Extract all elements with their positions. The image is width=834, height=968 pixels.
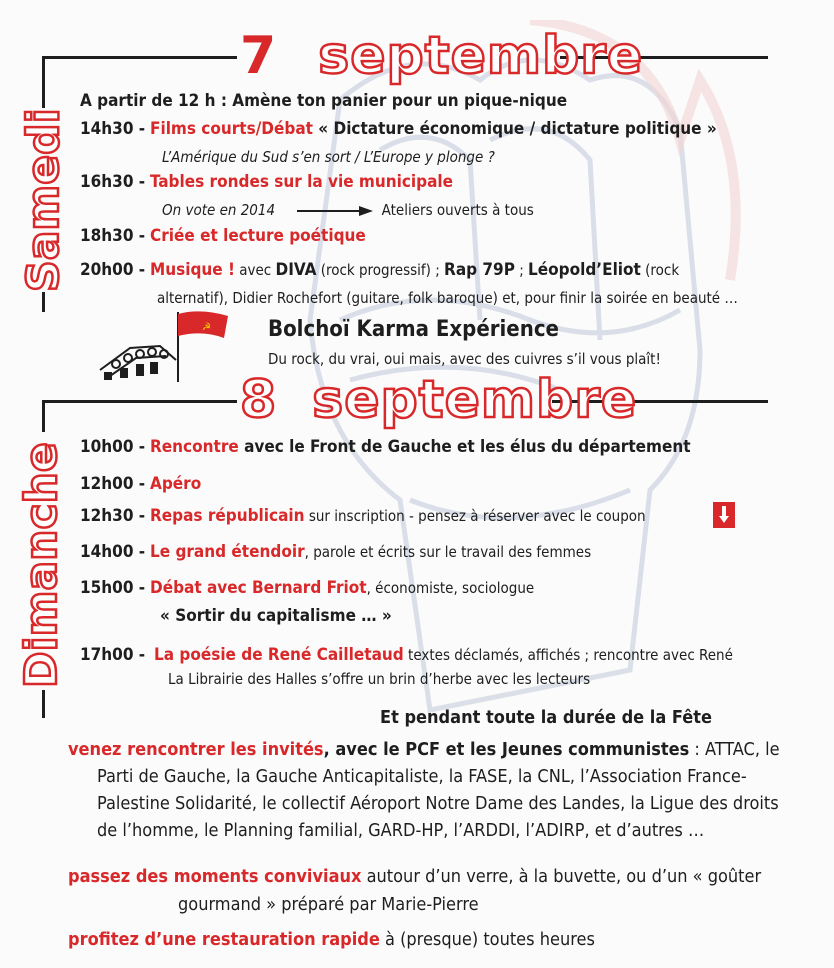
event-detail: avec le Front de Gauche et les élus du département	[238, 437, 691, 457]
artist-name: Rap 79P	[444, 260, 515, 280]
event-title: Musique !	[150, 260, 235, 280]
event-title: Repas républicain	[150, 506, 305, 526]
schedule-item-sat-1-sub: L’Amérique du Sud s’en sort / L’Europe y plonge ?	[162, 148, 495, 166]
time-label: 14h00 -	[80, 542, 146, 562]
sunday-top-rule	[42, 400, 237, 403]
sunday-date	[240, 370, 638, 430]
schedule-item-sat-4-line2: alternatif), Didier Rochefort (guitare, folk baroque) et, pour finir la soirée en beauté …	[157, 289, 738, 307]
artist-name: Léopold’Eliot	[528, 260, 641, 280]
schedule-item-sat-2	[80, 172, 453, 192]
event-title: Tables rondes sur la vie municipale	[150, 172, 454, 192]
event-detail: (rock progressif) ;	[316, 261, 445, 279]
time-label: 10h00 -	[80, 437, 146, 457]
event-title: Films courts/Débat	[150, 119, 313, 139]
footer-invites-rest: : ATTAC, le	[689, 739, 780, 760]
event-detail: sur inscription - pensez à réserver avec le coupon	[304, 507, 646, 525]
right-arrow-icon	[297, 205, 373, 217]
footer-convivial-line2: gourmand » préparé par Marie-Pierre	[178, 894, 479, 915]
schedule-item-sat-3	[80, 226, 366, 246]
sunday-date-month: septembre	[312, 370, 638, 430]
schedule-item-sat-2-sub	[162, 201, 534, 219]
event-title: Criée et lecture poétique	[150, 226, 366, 246]
event-detail: , économiste, sociologue	[366, 579, 535, 597]
footer-invites-line: Palestine Solidarité, le collectif Aéroport Notre Dame des Landes, la Ligue des droits	[97, 793, 779, 814]
footer-food-rest: à (presque) toutes heures	[379, 929, 595, 950]
event-subline-right: Ateliers ouverts à tous	[381, 201, 534, 219]
footer-invites-line: de l’homme, le Planning familial, GARD-HP, l’ARDDI, l’ADIRP, et d’autres …	[97, 820, 705, 841]
saturday-day-label: Samedi	[18, 108, 69, 292]
schedule-item-sun-6	[80, 645, 733, 665]
time-label: 20h00 -	[80, 260, 146, 280]
schedule-item-sun-1	[80, 437, 691, 457]
event-title: Apéro	[150, 474, 202, 494]
saturday-left-rule-bottom	[42, 292, 45, 312]
schedule-item-sun-5	[80, 578, 534, 598]
event-detail: , parole et écrits sur le travail des femmes	[304, 543, 592, 561]
red-flag-icon	[90, 304, 240, 384]
sunday-left-rule-bottom	[42, 690, 45, 718]
saturday-date-month: septembre	[318, 26, 644, 86]
saturday-top-rule	[42, 56, 237, 59]
sunday-date-number: 8	[240, 370, 278, 430]
footer-invites-lead: venez rencontrer les invités	[68, 739, 324, 760]
footer-invites	[68, 739, 780, 761]
event-title: Rencontre	[150, 437, 239, 457]
event-subline: On vote en 2014	[162, 201, 276, 219]
footer-invites-bold: , avec le PCF et les Jeunes communistes	[323, 739, 690, 760]
event-detail: avec	[234, 261, 276, 279]
time-label: 18h30 -	[80, 226, 146, 246]
artist-name: DIVA	[275, 260, 317, 280]
time-label: 14h30 -	[80, 119, 146, 139]
saturday-date	[240, 26, 644, 86]
schedule-item-sun-4	[80, 542, 591, 562]
sunday-left-rule	[42, 400, 45, 432]
footer-invites-line: Parti de Gauche, la Gauche Anticapitaliste, la FASE, la CNL, l’Association France-	[97, 766, 747, 787]
time-label: 16h30 -	[80, 172, 146, 192]
schedule-item-sun-2	[80, 474, 201, 494]
saturday-date-number: 7	[240, 26, 278, 86]
schedule-item-sat-1	[80, 119, 717, 139]
schedule-item-sat-4	[80, 260, 679, 280]
event-title: Le grand étendoir	[150, 542, 305, 562]
footer-convivial	[68, 866, 761, 888]
event-title: Débat avec Bernard Friot	[150, 578, 367, 598]
time-label: 12h00 -	[80, 474, 146, 494]
event-title: La poésie de René Cailletaud	[154, 645, 404, 665]
time-label: 15h00 -	[80, 578, 146, 598]
saturday-intro: A partir de 12 h : Amène ton panier pour un pique-nique	[80, 91, 568, 111]
band-tagline: Du rock, du vrai, oui mais, avec des cuivres s’il vous plaît!	[268, 350, 661, 368]
schedule-item-sun-3	[80, 506, 646, 526]
event-detail: (rock	[640, 261, 680, 279]
sunday-day-label: Dimanche	[16, 442, 67, 688]
event-detail: ;	[514, 261, 529, 279]
footer-food	[68, 929, 595, 951]
footer-convivial-rest: autour d’un verre, à la buvette, ou d’un « goûter	[361, 866, 762, 887]
schedule-item-sun-5-sub: « Sortir du capitalisme … »	[160, 606, 392, 626]
time-label: 12h30 -	[80, 506, 146, 526]
schedule-item-sun-6-sub: La Librairie des Halles s’offre un brin d’herbe avec les lecteurs	[168, 670, 591, 688]
footer-heading: Et pendant toute la durée de la Fête	[380, 707, 712, 728]
saturday-left-rule	[42, 56, 45, 108]
down-arrow-icon	[713, 502, 735, 528]
band-name: Bolchoï Karma Expérience	[268, 317, 559, 342]
footer-food-lead: profitez d’une restauration rapide	[68, 929, 380, 950]
svg-text:☭: ☭	[202, 322, 211, 333]
event-detail: « Dictature économique / dictature politique »	[312, 119, 717, 139]
time-label: 17h00 -	[80, 645, 146, 665]
footer-convivial-lead: passez des moments conviviaux	[68, 866, 362, 887]
event-detail: textes déclamés, affichés ; rencontre avec René	[403, 646, 733, 664]
